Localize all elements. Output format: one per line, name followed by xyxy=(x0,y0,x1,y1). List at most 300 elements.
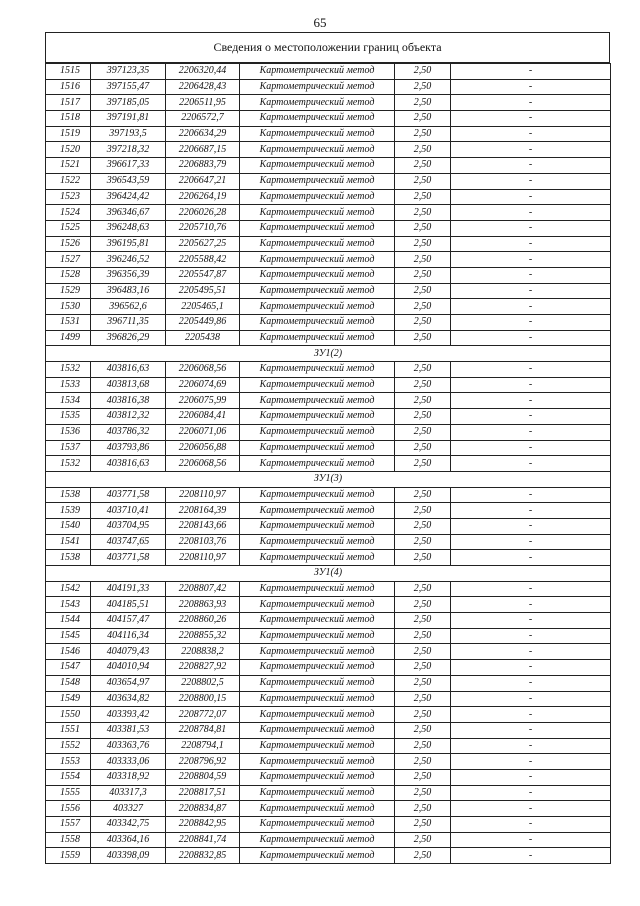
method-cell: Картометрический метод xyxy=(240,848,395,864)
point-number-cell: 1557 xyxy=(46,817,91,833)
method-cell: Картометрический метод xyxy=(240,283,395,299)
description-cell: - xyxy=(451,503,611,519)
y-coordinate-cell: 2206071,06 xyxy=(166,424,240,440)
accuracy-cell: 2,50 xyxy=(395,424,451,440)
table-row xyxy=(46,409,611,425)
table-row xyxy=(46,95,611,111)
description-cell: - xyxy=(451,315,611,331)
x-coordinate-cell: 396711,35 xyxy=(91,315,166,331)
accuracy-cell: 2,50 xyxy=(395,754,451,770)
x-coordinate-cell: 396248,63 xyxy=(91,220,166,236)
y-coordinate-cell: 2208103,76 xyxy=(166,534,240,550)
y-coordinate-cell: 2205449,86 xyxy=(166,315,240,331)
table-row xyxy=(46,487,611,503)
method-cell: Картометрический метод xyxy=(240,95,395,111)
table-row xyxy=(46,769,611,785)
x-coordinate-cell: 396346,67 xyxy=(91,205,166,221)
point-number-cell: 1517 xyxy=(46,95,91,111)
x-coordinate-cell: 397155,47 xyxy=(91,79,166,95)
description-cell: - xyxy=(451,754,611,770)
accuracy-cell: 2,50 xyxy=(395,64,451,80)
description-cell: - xyxy=(451,550,611,566)
y-coordinate-cell: 2206634,29 xyxy=(166,126,240,142)
section-header-row xyxy=(46,566,611,582)
point-number-cell: 1525 xyxy=(46,220,91,236)
point-number-cell: 1545 xyxy=(46,628,91,644)
accuracy-cell: 2,50 xyxy=(395,817,451,833)
method-cell: Картометрический метод xyxy=(240,173,395,189)
point-number-cell: 1537 xyxy=(46,440,91,456)
point-number-cell: 1544 xyxy=(46,613,91,629)
x-coordinate-cell: 404185,51 xyxy=(91,597,166,613)
point-number-cell: 1548 xyxy=(46,675,91,691)
accuracy-cell: 2,50 xyxy=(395,550,451,566)
table-row xyxy=(46,801,611,817)
method-cell: Картометрический метод xyxy=(240,456,395,472)
table-row xyxy=(46,785,611,801)
y-coordinate-cell: 2206068,56 xyxy=(166,456,240,472)
description-cell: - xyxy=(451,769,611,785)
method-cell: Картометрический метод xyxy=(240,628,395,644)
point-number-cell: 1516 xyxy=(46,79,91,95)
description-cell: - xyxy=(451,487,611,503)
point-number-cell: 1523 xyxy=(46,189,91,205)
y-coordinate-cell: 2208807,42 xyxy=(166,581,240,597)
table-row xyxy=(46,518,611,534)
x-coordinate-cell: 396424,42 xyxy=(91,189,166,205)
x-coordinate-cell: 403342,75 xyxy=(91,817,166,833)
description-cell: - xyxy=(451,189,611,205)
method-cell: Картометрический метод xyxy=(240,362,395,378)
y-coordinate-cell: 2208827,92 xyxy=(166,660,240,676)
x-coordinate-cell: 403363,76 xyxy=(91,738,166,754)
description-cell: - xyxy=(451,142,611,158)
description-cell: - xyxy=(451,738,611,754)
accuracy-cell: 2,50 xyxy=(395,644,451,660)
x-coordinate-cell: 404010,94 xyxy=(91,660,166,676)
y-coordinate-cell: 2208804,59 xyxy=(166,769,240,785)
method-cell: Картометрический метод xyxy=(240,142,395,158)
point-number-cell: 1546 xyxy=(46,644,91,660)
accuracy-cell: 2,50 xyxy=(395,299,451,315)
point-number-cell: 1530 xyxy=(46,299,91,315)
y-coordinate-cell: 2206084,41 xyxy=(166,409,240,425)
x-coordinate-cell: 403704,95 xyxy=(91,518,166,534)
method-cell: Картометрический метод xyxy=(240,158,395,174)
description-cell: - xyxy=(451,628,611,644)
description-cell: - xyxy=(451,707,611,723)
description-cell: - xyxy=(451,817,611,833)
method-cell: Картометрический метод xyxy=(240,111,395,127)
table-row xyxy=(46,503,611,519)
method-cell: Картометрический метод xyxy=(240,675,395,691)
x-coordinate-cell: 403816,63 xyxy=(91,456,166,472)
description-cell: - xyxy=(451,220,611,236)
method-cell: Картометрический метод xyxy=(240,267,395,283)
y-coordinate-cell: 2206074,69 xyxy=(166,377,240,393)
table-row xyxy=(46,424,611,440)
description-cell: - xyxy=(451,267,611,283)
x-coordinate-cell: 404157,47 xyxy=(91,613,166,629)
point-number-cell: 1529 xyxy=(46,283,91,299)
y-coordinate-cell: 2206647,21 xyxy=(166,173,240,189)
point-number-cell: 1555 xyxy=(46,785,91,801)
description-cell: - xyxy=(451,283,611,299)
boundary-table-frame xyxy=(45,32,610,864)
description-cell: - xyxy=(451,424,611,440)
description-cell: - xyxy=(451,675,611,691)
coordinates-table xyxy=(45,63,611,864)
method-cell: Картометрический метод xyxy=(240,550,395,566)
point-number-cell: 1552 xyxy=(46,738,91,754)
accuracy-cell: 2,50 xyxy=(395,848,451,864)
y-coordinate-cell: 2208832,85 xyxy=(166,848,240,864)
table-row xyxy=(46,691,611,707)
accuracy-cell: 2,50 xyxy=(395,707,451,723)
x-coordinate-cell: 403398,09 xyxy=(91,848,166,864)
y-coordinate-cell: 2205710,76 xyxy=(166,220,240,236)
point-number-cell: 1540 xyxy=(46,518,91,534)
y-coordinate-cell: 2208817,51 xyxy=(166,785,240,801)
point-number-cell: 1538 xyxy=(46,487,91,503)
method-cell: Картометрический метод xyxy=(240,299,395,315)
point-number-cell: 1527 xyxy=(46,252,91,268)
section-header-row xyxy=(46,346,611,362)
x-coordinate-cell: 397193,5 xyxy=(91,126,166,142)
table-row xyxy=(46,79,611,95)
description-cell: - xyxy=(451,236,611,252)
point-number-cell: 1518 xyxy=(46,111,91,127)
method-cell: Картометрический метод xyxy=(240,393,395,409)
table-row xyxy=(46,330,611,346)
y-coordinate-cell: 2205588,42 xyxy=(166,252,240,268)
table-row xyxy=(46,848,611,864)
y-coordinate-cell: 2206687,15 xyxy=(166,142,240,158)
y-coordinate-cell: 2208110,97 xyxy=(166,487,240,503)
table-row xyxy=(46,64,611,80)
description-cell: - xyxy=(451,597,611,613)
x-coordinate-cell: 403793,86 xyxy=(91,440,166,456)
y-coordinate-cell: 2208841,74 xyxy=(166,832,240,848)
point-number-cell: 1553 xyxy=(46,754,91,770)
x-coordinate-cell: 403333,06 xyxy=(91,754,166,770)
x-coordinate-cell: 403634,82 xyxy=(91,691,166,707)
x-coordinate-cell: 403381,53 xyxy=(91,722,166,738)
point-number-cell: 1532 xyxy=(46,456,91,472)
table-row xyxy=(46,754,611,770)
point-number-cell: 1533 xyxy=(46,377,91,393)
method-cell: Картометрический метод xyxy=(240,597,395,613)
y-coordinate-cell: 2208838,2 xyxy=(166,644,240,660)
y-coordinate-cell: 2205627,25 xyxy=(166,236,240,252)
method-cell: Картометрический метод xyxy=(240,330,395,346)
method-cell: Картометрический метод xyxy=(240,660,395,676)
accuracy-cell: 2,50 xyxy=(395,283,451,299)
y-coordinate-cell: 2206320,44 xyxy=(166,64,240,80)
method-cell: Картометрический метод xyxy=(240,738,395,754)
y-coordinate-cell: 2208784,81 xyxy=(166,722,240,738)
accuracy-cell: 2,50 xyxy=(395,189,451,205)
table-row xyxy=(46,613,611,629)
y-coordinate-cell: 2206428,43 xyxy=(166,79,240,95)
x-coordinate-cell: 404116,34 xyxy=(91,628,166,644)
table-row xyxy=(46,252,611,268)
table-row xyxy=(46,236,611,252)
table-row xyxy=(46,362,611,378)
method-cell: Картометрический метод xyxy=(240,220,395,236)
y-coordinate-cell: 2208110,97 xyxy=(166,550,240,566)
point-number-cell: 1522 xyxy=(46,173,91,189)
description-cell: - xyxy=(451,613,611,629)
method-cell: Картометрический метод xyxy=(240,315,395,331)
y-coordinate-cell: 2208143,66 xyxy=(166,518,240,534)
method-cell: Картометрический метод xyxy=(240,409,395,425)
table-row xyxy=(46,660,611,676)
x-coordinate-cell: 403327 xyxy=(91,801,166,817)
point-number-cell: 1526 xyxy=(46,236,91,252)
description-cell: - xyxy=(451,534,611,550)
x-coordinate-cell: 403393,42 xyxy=(91,707,166,723)
accuracy-cell: 2,50 xyxy=(395,126,451,142)
y-coordinate-cell: 2206056,88 xyxy=(166,440,240,456)
description-cell: - xyxy=(451,832,611,848)
table-row xyxy=(46,456,611,472)
accuracy-cell: 2,50 xyxy=(395,801,451,817)
description-cell: - xyxy=(451,456,611,472)
point-number-cell: 1499 xyxy=(46,330,91,346)
method-cell: Картометрический метод xyxy=(240,205,395,221)
accuracy-cell: 2,50 xyxy=(395,456,451,472)
method-cell: Картометрический метод xyxy=(240,754,395,770)
table-row xyxy=(46,111,611,127)
point-number-cell: 1524 xyxy=(46,205,91,221)
method-cell: Картометрический метод xyxy=(240,189,395,205)
accuracy-cell: 2,50 xyxy=(395,518,451,534)
y-coordinate-cell: 2208794,1 xyxy=(166,738,240,754)
table-row xyxy=(46,173,611,189)
table-row xyxy=(46,220,611,236)
table-row xyxy=(46,299,611,315)
method-cell: Картометрический метод xyxy=(240,518,395,534)
table-row xyxy=(46,628,611,644)
accuracy-cell: 2,50 xyxy=(395,362,451,378)
x-coordinate-cell: 403747,65 xyxy=(91,534,166,550)
method-cell: Картометрический метод xyxy=(240,64,395,80)
description-cell: - xyxy=(451,173,611,189)
accuracy-cell: 2,50 xyxy=(395,832,451,848)
table-row xyxy=(46,707,611,723)
y-coordinate-cell: 2206511,95 xyxy=(166,95,240,111)
accuracy-cell: 2,50 xyxy=(395,236,451,252)
accuracy-cell: 2,50 xyxy=(395,597,451,613)
table-row xyxy=(46,283,611,299)
table-row xyxy=(46,158,611,174)
x-coordinate-cell: 396356,39 xyxy=(91,267,166,283)
point-number-cell: 1550 xyxy=(46,707,91,723)
table-row xyxy=(46,534,611,550)
y-coordinate-cell: 2208802,5 xyxy=(166,675,240,691)
y-coordinate-cell: 2208842,95 xyxy=(166,817,240,833)
x-coordinate-cell: 403816,38 xyxy=(91,393,166,409)
y-coordinate-cell: 2206026,28 xyxy=(166,205,240,221)
point-number-cell: 1543 xyxy=(46,597,91,613)
description-cell: - xyxy=(451,393,611,409)
x-coordinate-cell: 397218,32 xyxy=(91,142,166,158)
table-row xyxy=(46,550,611,566)
accuracy-cell: 2,50 xyxy=(395,613,451,629)
x-coordinate-cell: 396562,6 xyxy=(91,299,166,315)
point-number-cell: 1519 xyxy=(46,126,91,142)
accuracy-cell: 2,50 xyxy=(395,534,451,550)
method-cell: Картометрический метод xyxy=(240,534,395,550)
y-coordinate-cell: 2206264,19 xyxy=(166,189,240,205)
accuracy-cell: 2,50 xyxy=(395,503,451,519)
table-row xyxy=(46,597,611,613)
description-cell: - xyxy=(451,299,611,315)
accuracy-cell: 2,50 xyxy=(395,628,451,644)
x-coordinate-cell: 403771,58 xyxy=(91,487,166,503)
section-header-row xyxy=(46,471,611,487)
table-row xyxy=(46,832,611,848)
y-coordinate-cell: 2208863,93 xyxy=(166,597,240,613)
point-number-cell: 1531 xyxy=(46,315,91,331)
point-number-cell: 1558 xyxy=(46,832,91,848)
method-cell: Картометрический метод xyxy=(240,252,395,268)
description-cell: - xyxy=(451,330,611,346)
description-cell: - xyxy=(451,377,611,393)
y-coordinate-cell: 2208164,39 xyxy=(166,503,240,519)
accuracy-cell: 2,50 xyxy=(395,95,451,111)
description-cell: - xyxy=(451,252,611,268)
point-number-cell: 1515 xyxy=(46,64,91,80)
description-cell: - xyxy=(451,722,611,738)
method-cell: Картометрический метод xyxy=(240,769,395,785)
table-row xyxy=(46,315,611,331)
accuracy-cell: 2,50 xyxy=(395,660,451,676)
page-number: 65 xyxy=(313,15,327,30)
method-cell: Картометрический метод xyxy=(240,424,395,440)
description-cell: - xyxy=(451,848,611,864)
accuracy-cell: 2,50 xyxy=(395,330,451,346)
method-cell: Картометрический метод xyxy=(240,722,395,738)
y-coordinate-cell: 2206572,7 xyxy=(166,111,240,127)
table-row xyxy=(46,205,611,221)
table-row xyxy=(46,675,611,691)
accuracy-cell: 2,50 xyxy=(395,691,451,707)
accuracy-cell: 2,50 xyxy=(395,267,451,283)
accuracy-cell: 2,50 xyxy=(395,111,451,127)
description-cell: - xyxy=(451,785,611,801)
y-coordinate-cell: 2208834,87 xyxy=(166,801,240,817)
method-cell: Картометрический метод xyxy=(240,613,395,629)
point-number-cell: 1556 xyxy=(46,801,91,817)
method-cell: Картометрический метод xyxy=(240,79,395,95)
description-cell: - xyxy=(451,581,611,597)
point-number-cell: 1528 xyxy=(46,267,91,283)
y-coordinate-cell: 2208800,15 xyxy=(166,691,240,707)
description-cell: - xyxy=(451,158,611,174)
coordinates-table-body xyxy=(46,64,611,864)
point-number-cell: 1535 xyxy=(46,409,91,425)
table-row xyxy=(46,189,611,205)
x-coordinate-cell: 396617,33 xyxy=(91,158,166,174)
accuracy-cell: 2,50 xyxy=(395,440,451,456)
x-coordinate-cell: 403317,3 xyxy=(91,785,166,801)
y-coordinate-cell: 2208796,92 xyxy=(166,754,240,770)
method-cell: Картометрический метод xyxy=(240,785,395,801)
method-cell: Картометрический метод xyxy=(240,801,395,817)
table-row xyxy=(46,738,611,754)
description-cell: - xyxy=(451,518,611,534)
point-number-cell: 1541 xyxy=(46,534,91,550)
accuracy-cell: 2,50 xyxy=(395,675,451,691)
point-number-cell: 1551 xyxy=(46,722,91,738)
table-row xyxy=(46,377,611,393)
description-cell: - xyxy=(451,79,611,95)
accuracy-cell: 2,50 xyxy=(395,377,451,393)
y-coordinate-cell: 2205495,51 xyxy=(166,283,240,299)
y-coordinate-cell: 2208772,07 xyxy=(166,707,240,723)
accuracy-cell: 2,50 xyxy=(395,158,451,174)
x-coordinate-cell: 403812,32 xyxy=(91,409,166,425)
y-coordinate-cell: 2205438 xyxy=(166,330,240,346)
x-coordinate-cell: 403364,16 xyxy=(91,832,166,848)
accuracy-cell: 2,50 xyxy=(395,785,451,801)
accuracy-cell: 2,50 xyxy=(395,315,451,331)
accuracy-cell: 2,50 xyxy=(395,205,451,221)
description-cell: - xyxy=(451,126,611,142)
x-coordinate-cell: 396483,16 xyxy=(91,283,166,299)
description-cell: - xyxy=(451,691,611,707)
description-cell: - xyxy=(451,95,611,111)
x-coordinate-cell: 403710,41 xyxy=(91,503,166,519)
accuracy-cell: 2,50 xyxy=(395,79,451,95)
accuracy-cell: 2,50 xyxy=(395,220,451,236)
point-number-cell: 1539 xyxy=(46,503,91,519)
point-number-cell: 1534 xyxy=(46,393,91,409)
x-coordinate-cell: 396543,59 xyxy=(91,173,166,189)
method-cell: Картометрический метод xyxy=(240,817,395,833)
description-cell: - xyxy=(451,111,611,127)
method-cell: Картометрический метод xyxy=(240,644,395,660)
x-coordinate-cell: 396826,29 xyxy=(91,330,166,346)
table-row xyxy=(46,644,611,660)
method-cell: Картометрический метод xyxy=(240,707,395,723)
y-coordinate-cell: 2208860,26 xyxy=(166,613,240,629)
x-coordinate-cell: 403771,58 xyxy=(91,550,166,566)
x-coordinate-cell: 397185,05 xyxy=(91,95,166,111)
point-number-cell: 1554 xyxy=(46,769,91,785)
table-row xyxy=(46,393,611,409)
y-coordinate-cell: 2206075,99 xyxy=(166,393,240,409)
x-coordinate-cell: 404079,43 xyxy=(91,644,166,660)
x-coordinate-cell: 403654,97 xyxy=(91,675,166,691)
x-coordinate-cell: 397191,81 xyxy=(91,111,166,127)
x-coordinate-cell: 396195,81 xyxy=(91,236,166,252)
point-number-cell: 1538 xyxy=(46,550,91,566)
point-number-cell: 1532 xyxy=(46,362,91,378)
accuracy-cell: 2,50 xyxy=(395,581,451,597)
section-label: ЗУ1(3) xyxy=(46,471,611,487)
accuracy-cell: 2,50 xyxy=(395,487,451,503)
description-cell: - xyxy=(451,64,611,80)
accuracy-cell: 2,50 xyxy=(395,738,451,754)
y-coordinate-cell: 2205547,87 xyxy=(166,267,240,283)
x-coordinate-cell: 403318,92 xyxy=(91,769,166,785)
x-coordinate-cell: 403813,68 xyxy=(91,377,166,393)
x-coordinate-cell: 397123,35 xyxy=(91,64,166,80)
description-cell: - xyxy=(451,644,611,660)
